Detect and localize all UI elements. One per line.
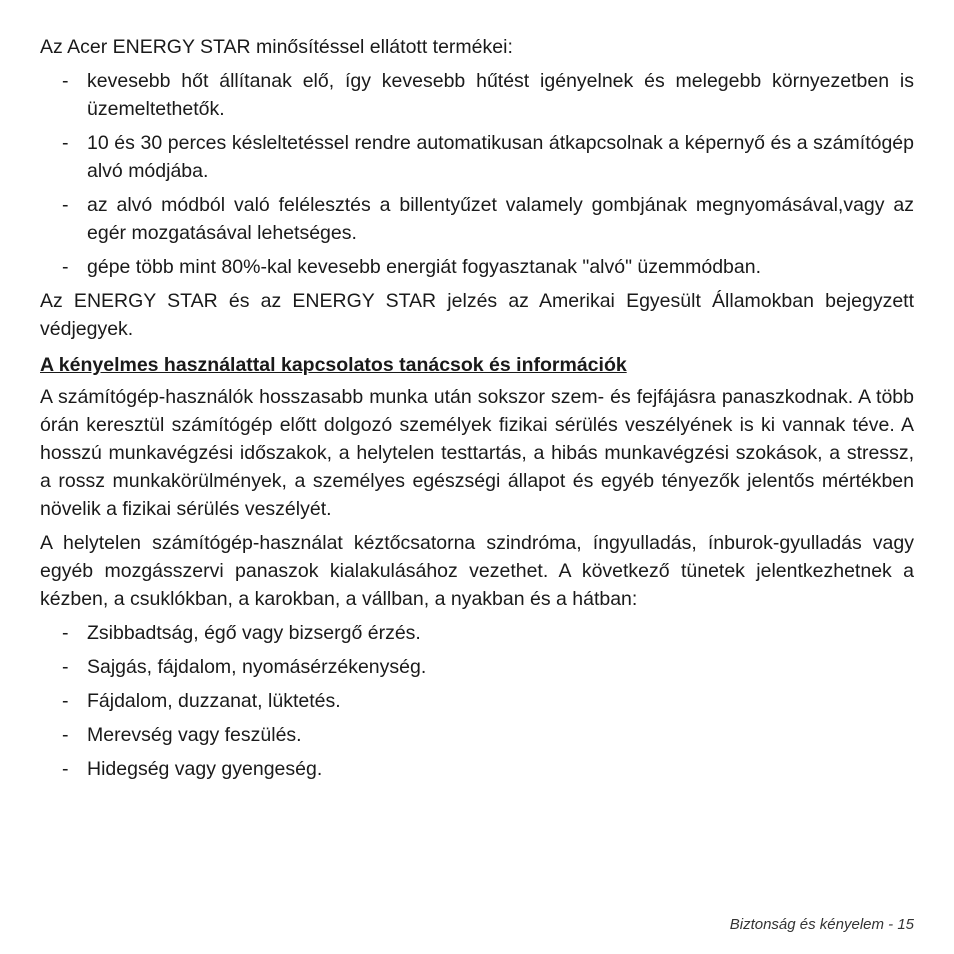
list-item: - Zsibbadtság, égő vagy bizsergő érzés. — [40, 619, 914, 647]
energy-list — [40, 67, 914, 281]
list-item: - Sajgás, fájdalom, nyomásérzékenység. — [40, 653, 914, 681]
section-title: A kényelmes használattal kapcsolatos tanácsok és információk — [40, 354, 627, 376]
dash-marker: - — [62, 256, 69, 278]
symptom-list — [40, 619, 914, 783]
list-item: - Merevség vagy feszülés. — [40, 721, 914, 749]
list-item: - Fájdalom, duzzanat, lüktetés. — [40, 687, 914, 715]
dash-marker: - — [62, 724, 69, 746]
list-item: - az alvó módból való felélesztés a billentyűzet valamely gombjának megnyomásával,vagy az egér mozgatásával lehetséges. — [40, 191, 914, 247]
page-footer: Biztonság és kényelem - 15 — [729, 916, 914, 933]
list-item: - 10 és 30 perces késleltetéssel rendre automatikusan átkapcsolnak a képernyő és a számítógép alvó módjába. — [40, 129, 914, 185]
list-item: - gépe több mint 80%-kal kevesebb energiát fogyasztanak "alvó" üzemmódban. — [40, 253, 914, 281]
dash-marker: - — [62, 690, 69, 712]
dash-marker: - — [62, 758, 69, 780]
trademark-text: Az ENERGY STAR és az ENERGY STAR jelzés az Amerikai Egyesült Államokban bejegyzett védjegyek. — [40, 290, 914, 340]
dash-marker: - — [62, 622, 69, 644]
dash-marker: - — [62, 194, 69, 216]
list-item: - Hidegség vagy gyengeség. — [40, 755, 914, 783]
list-item: - kevesebb hőt állítanak elő, így kevesebb hűtést igényelnek és melegebb környezetben is üzemeltethetők. — [40, 67, 914, 123]
page-content — [40, 33, 914, 789]
paragraph-symptoms-intro: A helytelen számítógép-használat kéztőcsatorna szindróma, íngyulladás, ínburok-gyulladás vagy egyéb mozgásszervi panaszok kialakulásához vezethet. A következő tünetek jelentkezhetnek a kézben, a csuklókban, a karokban, a vállban, a nyakban és a hátban: — [40, 532, 914, 610]
intro-text: Az Acer ENERGY STAR minősítéssel ellátott termékei: — [40, 36, 513, 58]
dash-marker: - — [62, 656, 69, 678]
dash-marker: - — [62, 132, 69, 154]
dash-marker: - — [62, 70, 69, 92]
paragraph-risks: A számítógép-használók hosszasabb munka után sokszor szem- és fejfájásra panaszkodnak. A több órán keresztül számítógép előtt dolgozó személyek fizikai sérülés veszélyének is ki vannak téve. A hosszú munkavégzési időszakok, a helytelen testtartás, a hibás munkavégzési szokások, a stressz, a rossz munkakörülmények, a személyes egészségi állapot és egyéb tényezők jelentős mértékben növelik a fizikai sérülés veszélyét. — [40, 386, 914, 520]
